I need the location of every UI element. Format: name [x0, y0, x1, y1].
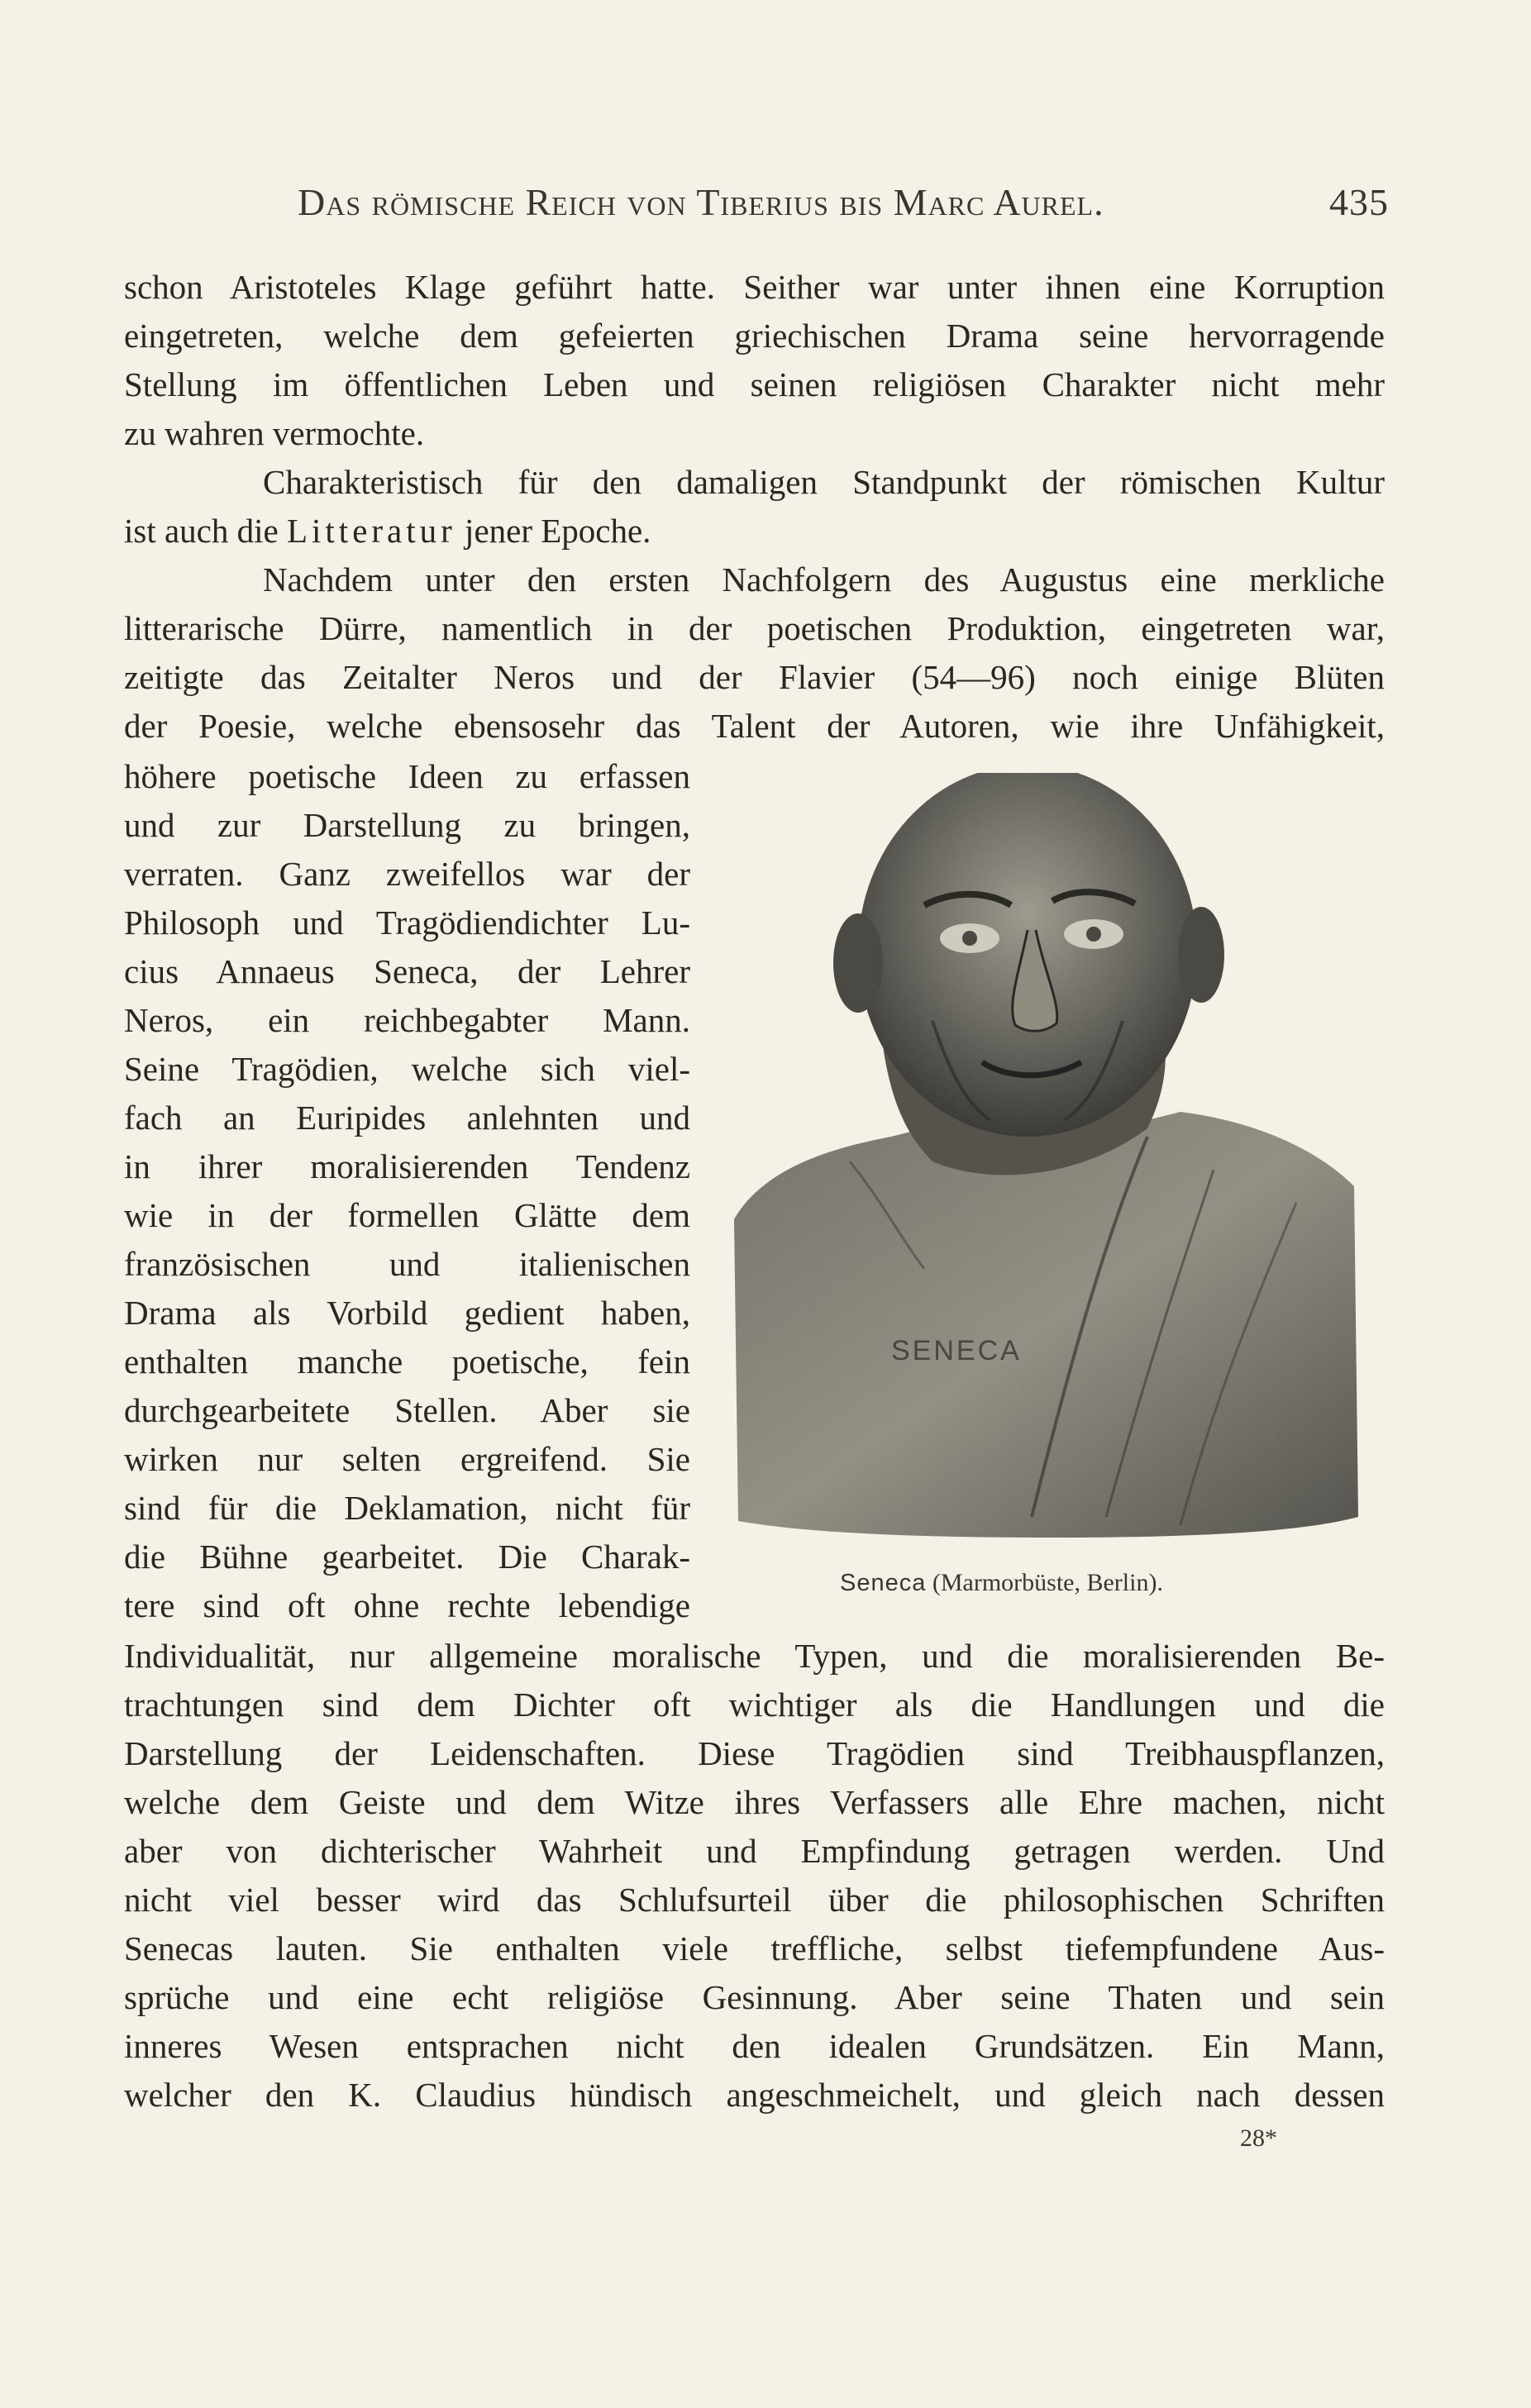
text-line: in ihrer moralisierenden Tendenz [124, 1147, 690, 1185]
text-line: Senecas lauten. Sie enthalten viele treffliche, selbst tiefempfundene Aus- [124, 1929, 1385, 1967]
text-line: französischen und italienischen [124, 1245, 690, 1283]
text-line [124, 507, 1385, 556]
text-line: verraten. Ganz zweifellos war der [124, 855, 690, 893]
caption-detail: (Marmorbüste, Berlin). [932, 1569, 1163, 1596]
text-line: sind für die Deklamation, nicht für [124, 1489, 690, 1527]
bust-inscription: SENECA [891, 1335, 1022, 1366]
text-line: schon Aristoteles Klage geführt hatte. Seither war unter ihnen eine Korruption [124, 268, 1385, 306]
text-line: Charakteristisch für den damaligen Standpunkt der römischen Kultur [263, 463, 1385, 501]
text-line: welcher den K. Claudius hündisch angeschmeichelt, und gleich nach dessen [124, 2076, 1385, 2114]
text-line: zeitigte das Zeitalter Neros und der Flavier (54—96) noch einige Blüten [124, 658, 1385, 696]
text-line: trachtungen sind dem Dichter oft wichtiger als die Handlungen und die [124, 1686, 1385, 1724]
text-fragment: jener Epoche. [465, 512, 651, 550]
signature-mark: 28* [1240, 2124, 1277, 2152]
text-line: Nachdem unter den ersten Nachfolgern des Augustus eine merkliche [263, 560, 1385, 598]
bust-illustration [718, 773, 1371, 1558]
top-text-block [124, 263, 1385, 751]
wrapped-text-column [124, 752, 690, 1630]
text-line: und zur Darstellung zu bringen, [124, 806, 690, 844]
text-line: wirken nur selten ergreifend. Sie [124, 1440, 690, 1478]
text-line: zu wahren vermochte. [124, 414, 425, 452]
text-line: wie in der formellen Glätte dem [124, 1196, 690, 1234]
text-line: eingetreten, welche dem gefeierten griechischen Drama seine hervorragende [124, 317, 1385, 355]
text-line: der Poesie, welche ebensosehr das Talent der Autoren, wie ihre Unfähigkeit, [124, 707, 1385, 745]
text-line: durchgearbeitete Stellen. Aber sie [124, 1391, 690, 1429]
text-line: sprüche und eine echt religiöse Gesinnung. Aber seine Thaten und sein [124, 1978, 1385, 2016]
caption-name: Seneca [840, 1570, 927, 1596]
running-head-title: Das römische Reich von Tiberius bis Marc Aurel. [298, 181, 1104, 223]
text-line: Philosoph und Tragödiendichter Lu- [124, 904, 690, 942]
bottom-text-block [124, 1632, 1385, 2120]
text-line: Seine Tragödien, welche sich viel- [124, 1050, 690, 1088]
emphasized-word: Litteratur [286, 512, 456, 550]
text-line: Drama als Vorbild gedient haben, [124, 1294, 690, 1332]
text-line: die Bühne gearbeitet. Die Charak- [124, 1538, 690, 1576]
text-line: litterarische Dürre, namentlich in der poetischen Produktion, eingetreten war, [124, 609, 1385, 647]
seneca-bust-figure [718, 773, 1371, 1558]
text-line: höhere poetische Ideen zu erfassen [124, 757, 690, 795]
text-line: Stellung im öffentlichen Leben und seinen religiösen Charakter nicht mehr [124, 365, 1385, 403]
paragraph-3 [124, 556, 1385, 751]
text-line: fach an Euripides anlehnten und [124, 1099, 690, 1137]
text-line: inneres Wesen entsprachen nicht den idealen Grundsätzen. Ein Mann, [124, 2027, 1385, 2065]
text-line: Individualität, nur allgemeine moralische Typen, und die moralisierenden Be- [124, 1637, 1385, 1675]
text-line: nicht viel besser wird das Schlufsurteil über die philosophischen Schriften [124, 1881, 1385, 1919]
text-line: Neros, ein reichbegabter Mann. [124, 1001, 690, 1039]
paragraph-2 [124, 458, 1385, 556]
text-line: cius Annaeus Seneca, der Lehrer [124, 952, 690, 990]
running-head [273, 180, 1389, 230]
figure-caption [840, 1569, 1419, 1597]
text-line: tere sind oft ohne rechte lebendige [124, 1586, 690, 1624]
text-line: Darstellung der Leidenschaften. Diese Tragödien sind Treibhauspflanzen, [124, 1734, 1385, 1772]
text-fragment: ist auch die [124, 512, 279, 550]
text-line: welche dem Geiste und dem Witze ihres Verfassers alle Ehre machen, nicht [124, 1783, 1385, 1821]
page-number: 435 [1329, 181, 1389, 223]
text-line: enthalten manche poetische, fein [124, 1342, 690, 1380]
text-line: aber von dichterischer Wahrheit und Empfindung getragen werden. Und [124, 1832, 1385, 1870]
paragraph-1 [124, 263, 1385, 458]
